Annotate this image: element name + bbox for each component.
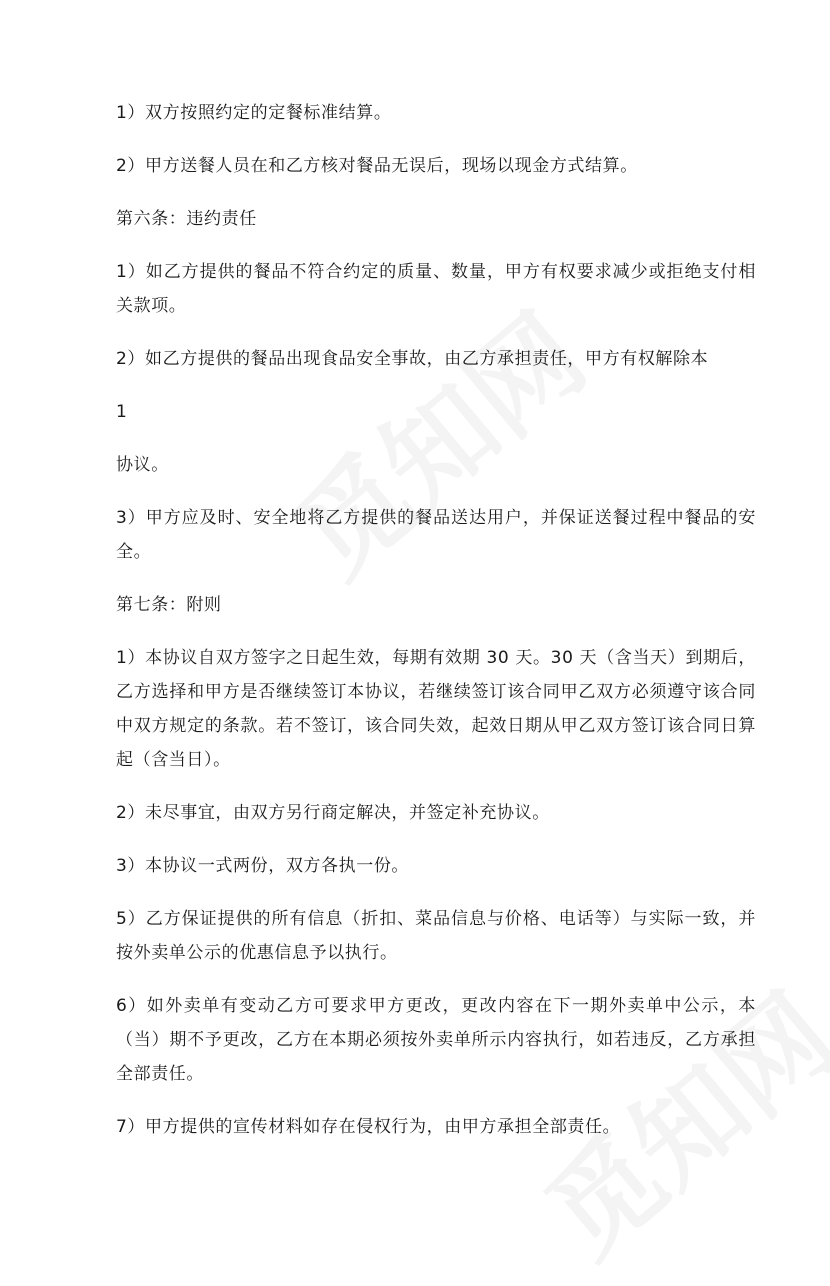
supplementary-clause-2: 2）未尽事宜，由双方另行商定解决，并签定补充协议。 [116,803,550,823]
liability-clause-2: 2）如乙方提供的餐品出现食品安全事故，由乙方承担责任，甲方有权解除本 [116,349,709,369]
settlement-clause-1: 1）双方按照约定的定餐标准结算。 [116,103,392,123]
supplementary-clause-7: 7）甲方提供的宣传材料如存在侵权行为，由甲方承担全部责任。 [116,1117,621,1137]
supplementary-clause-3: 3）本协议一式两份，双方各执一份。 [116,856,410,876]
section-heading-article-7: 第七条：附则 [116,595,222,615]
supplementary-clause-6: 6）如外卖单有变动乙方可要求甲方更改，更改内容在下一期外卖单中公示，本（当）期不予更改，乙方在本期必须按外卖单所示内容执行，如若违反，乙方承担全部责任。 [116,996,756,1084]
liability-clause-3: 3）甲方应及时、安全地将乙方提供的餐品送达用户，并保证送餐过程中餐品的安全。 [116,508,756,562]
supplementary-clause-1: 1）本协议自双方签字之日起生效，每期有效期 30 天。30 天（含当天）到期后，乙方选择和甲方是否继续签订本协议，若继续签订该合同甲乙双方必须遵守该合同中双方规定的条款。若不签订，该合同失效，起效日期从甲乙双方签订该合同日算起（含当日）。 [116,648,756,770]
section-heading-article-6: 第六条：违约责任 [116,209,257,229]
liability-clause-1: 1）如乙方提供的餐品不符合约定的质量、数量，甲方有权要求减少或拒绝支付相关款项。 [116,262,756,316]
page-number: 1 [116,402,127,422]
supplementary-clause-5: 5）乙方保证提供的所有信息（折扣、菜品信息与价格、电话等）与实际一致，并按外卖单公示的优惠信息予以执行。 [116,909,756,963]
settlement-clause-2: 2）甲方送餐人员在和乙方核对餐品无误后，现场以现金方式结算。 [116,156,638,176]
liability-clause-2-continued: 协议。 [116,455,169,475]
document-body [116,96,756,1163]
